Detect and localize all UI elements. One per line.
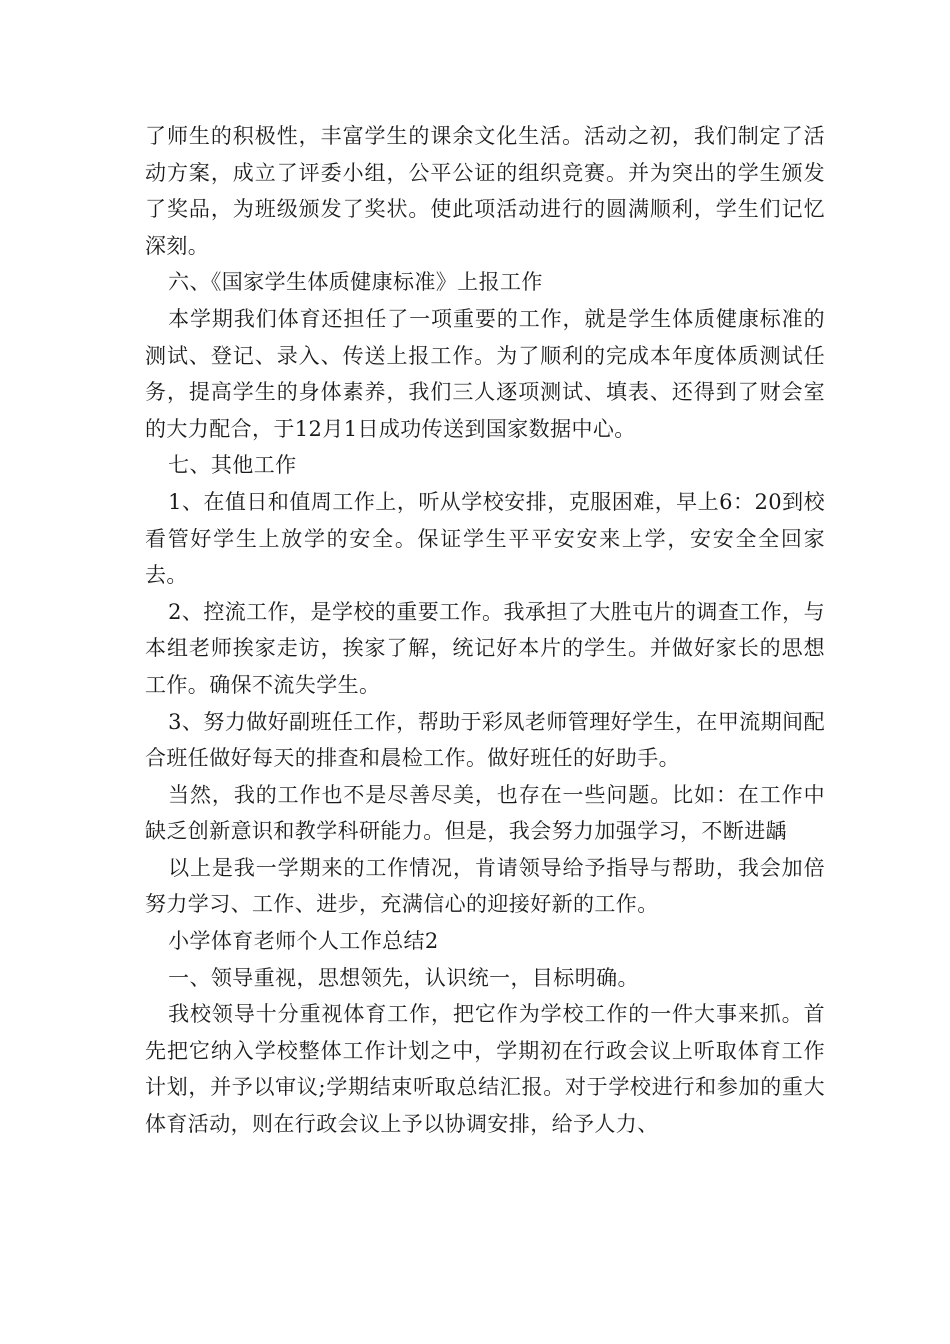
paragraph-2: 本学期我们体育还担任了一项重要的工作，就是学生体质健康标准的测试、登记、录入、传送上报工作。为了顺利的完成本年度体质测试任务，提高学生的身体素养，我们三人逐项测试、填表、还得到了财会室的大力配合，于12月1日成功传送到国家数据中心。	[145, 306, 825, 441]
section-heading-1: 一、领导重视，思想领先，认识统一，目标明确。	[168, 965, 639, 990]
list-item-2: 2、控流工作，是学校的重要工作。我承担了大胜屯片的调查工作，与本组老师挨家走访，挨家了解，统记好本片的学生。并做好家长的思想工作。确保不流失学生。	[145, 599, 825, 697]
list-item-3: 3、努力做好副班任工作，帮助于彩凤老师管理好学生，在甲流期间配合班任做好每天的排查和晨检工作。做好班任的好助手。	[145, 709, 825, 771]
paragraph-3: 当然，我的工作也不是尽善尽美，也存在一些问题。比如：在工作中缺乏创新意识和教学科研能力。但是，我会努力加强学习，不断进龋	[145, 782, 825, 844]
document-subtitle: 小学体育老师个人工作总结2	[168, 929, 439, 954]
section-heading-7: 七、其他工作	[168, 453, 297, 478]
document-body	[145, 118, 825, 1143]
paragraph-1: 了师生的积极性，丰富学生的课余文化生活。活动之初，我们制定了活动方案，成立了评委小组，公平公证的组织竞赛。并为突出的学生颁发了奖品，为班级颁发了奖状。使此项活动进行的圆满顺利，学生们记忆深刻。	[145, 124, 825, 258]
section-heading-6: 六、《国家学生体质健康标准》上报工作	[168, 270, 543, 295]
paragraph-4: 以上是我一学期来的工作情况，肯请领导给予指导与帮助，我会加倍努力学习、工作、进步，充满信心的迎接好新的工作。	[145, 855, 825, 917]
list-item-1: 1、在值日和值周工作上，听从学校安排，克服困难，早上6：20到校看管好学生上放学的安全。保证学生平平安安来上学，安安全全回家去。	[145, 489, 825, 588]
paragraph-5: 我校领导十分重视体育工作，把它作为学校工作的一件大事来抓。首先把它纳入学校整体工作计划之中，学期初在行政会议上听取体育工作计划，并予以审议;学期结束听取总结汇报。对于学校进行和参加的重大体育活动，则在行政会议上予以协调安排，给予人力、	[145, 1002, 825, 1137]
